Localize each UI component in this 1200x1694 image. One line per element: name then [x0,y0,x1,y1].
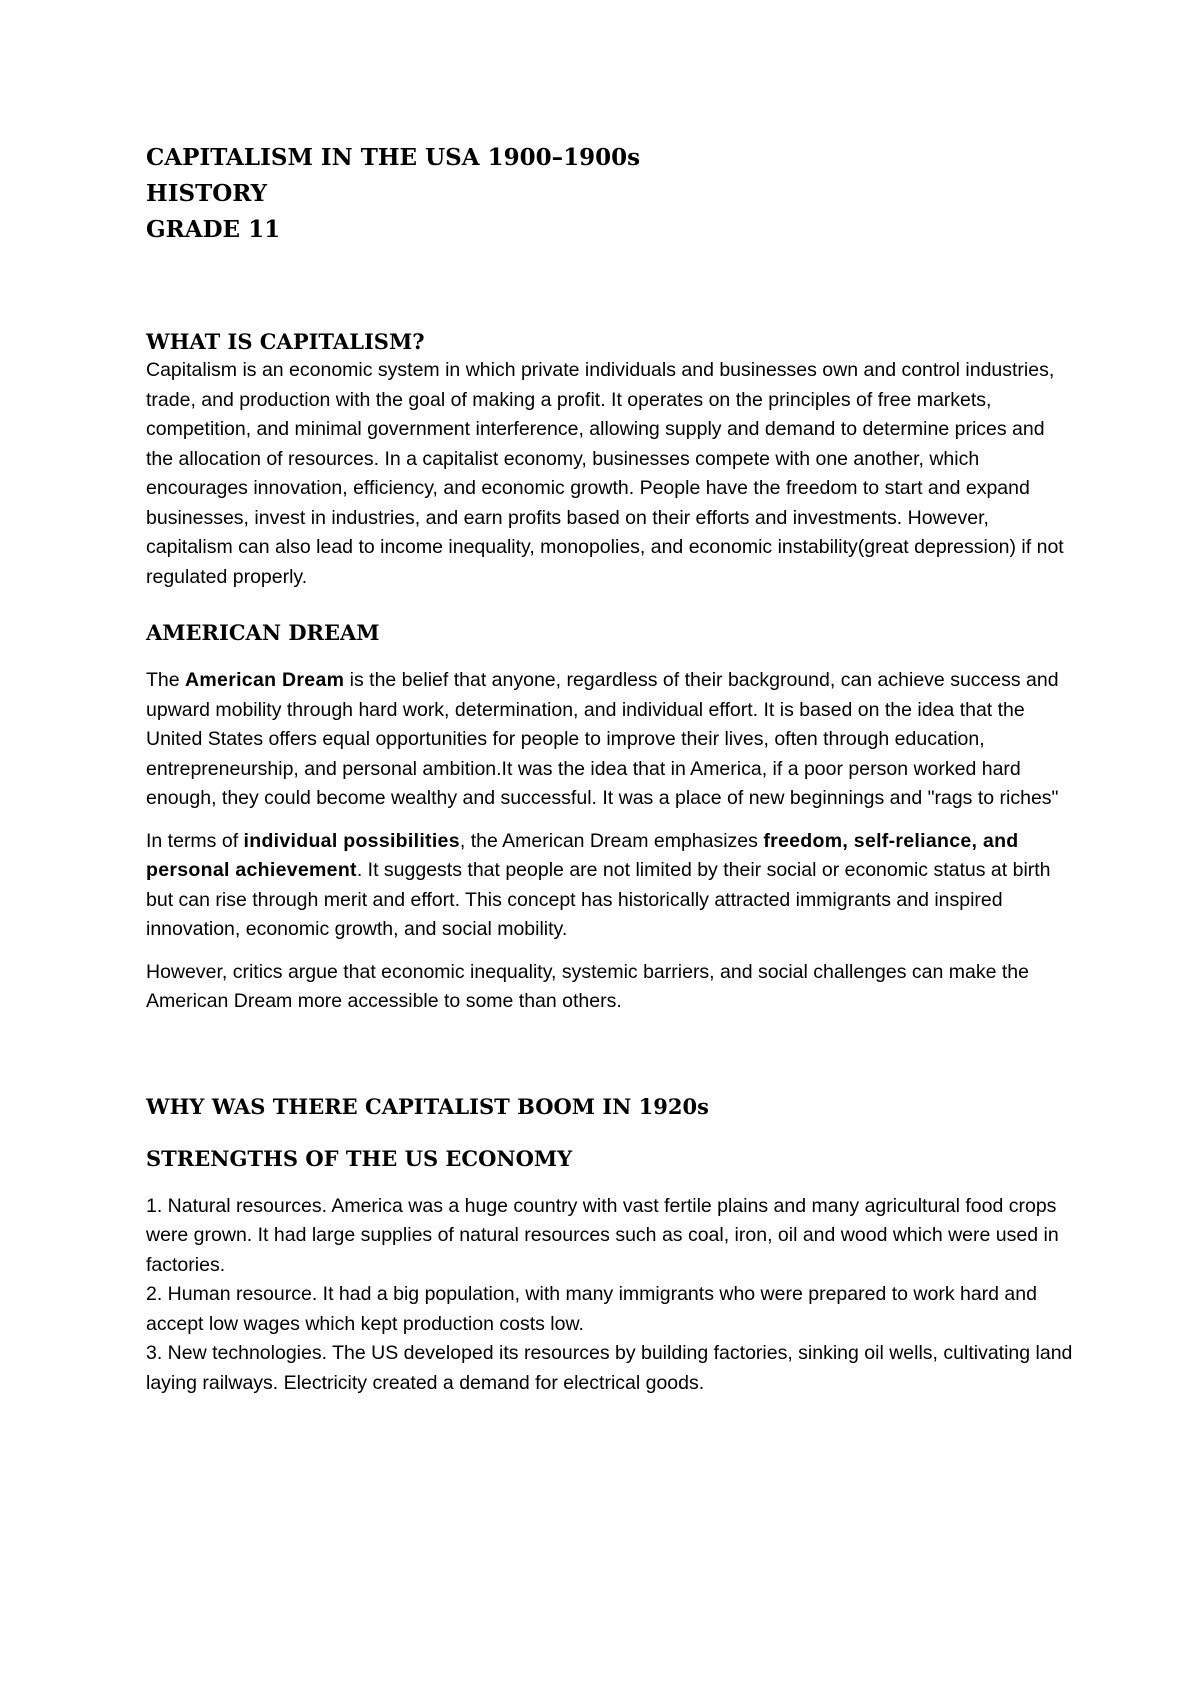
list-item: 3. New technologies. The US developed its resources by building factories, sinking oil wells, cultivating land laying railways. Electricity created a demand for electrical goods. [146,1342,1073,1394]
heading-what-is-capitalism: WHAT IS CAPITALISM? [146,329,425,354]
capitalism-paragraph: Capitalism is an economic system in which private individuals and businesses own and control industries, trade, and production with the goal of making a profit. It operates on the principles of free markets, competition, and minimal government interference, allowing supply and demand to determine prices and the allocation of resources. In a capitalist economy, businesses compete with one another, which encourages innovation, efficiency, and economic growth. People have the freedom to start and expand businesses, invest in industries, and earn profits based on their efforts and investments. However, capitalism can also lead to income inequality, monopolies, and economic instability(great depression) if not regulated properly. [146,359,1064,588]
document-page [146,140,1076,1398]
document-title: CAPITALISM IN THE USA 1900–1900s [146,144,641,171]
freedom-term: freedom, self-reliance, and personal achievement [146,829,1019,881]
heading-capitalist-boom: WHY WAS THERE CAPITALIST BOOM IN 1920s [146,1093,709,1119]
strengths-list [146,1192,1076,1399]
list-item: 1. Natural resources. America was a huge country with vast fertile plains and many agricultural food crops were grown. It had large supplies of natural resources such as coal, iron, oil and wood which were used in factories. [146,1194,1059,1276]
american-dream-paragraph-2: In terms of individual possibilities, the American Dream emphasizes freedom, self-reliance, and personal achievement. It suggests that people are not limited by their social or economic status at birth but can rise through merit and effort. This concept has historically attracted immigrants and inspired innovation, economic growth, and social mobility. [146,829,1051,940]
individual-possibilities-term: individual possibilities [243,829,460,852]
american-dream-paragraph-1: The American Dream is the belief that anyone, regardless of their background, can achieve success and upward mobility through hard work, determination, and individual effort. It is based on the idea that the United States offers equal opportunities for people to improve their lives, often through education, entrepreneurship, and personal ambition.It was the idea that in America, if a poor person worked hard enough, they could become wealthy and successful. It was a place of new beginnings and "rags to riches" [146,669,1059,809]
document-grade: GRADE 11 [146,216,281,243]
document-title-block [146,140,1076,248]
american-dream-term: American Dream [185,669,345,691]
heading-strengths-economy: STRENGTHS OF THE US ECONOMY [146,1145,573,1171]
document-subject: HISTORY [146,180,268,207]
list-item: 2. Human resource. It had a big population, with many immigrants who were prepared to work hard and accept low wages which kept production costs low. [146,1283,1037,1335]
american-dream-paragraph-3: However, critics argue that economic inequality, systemic barriers, and social challenges can make the American Dream more accessible to some than others. [146,960,1029,1012]
heading-american-dream: AMERICAN DREAM [146,620,380,645]
